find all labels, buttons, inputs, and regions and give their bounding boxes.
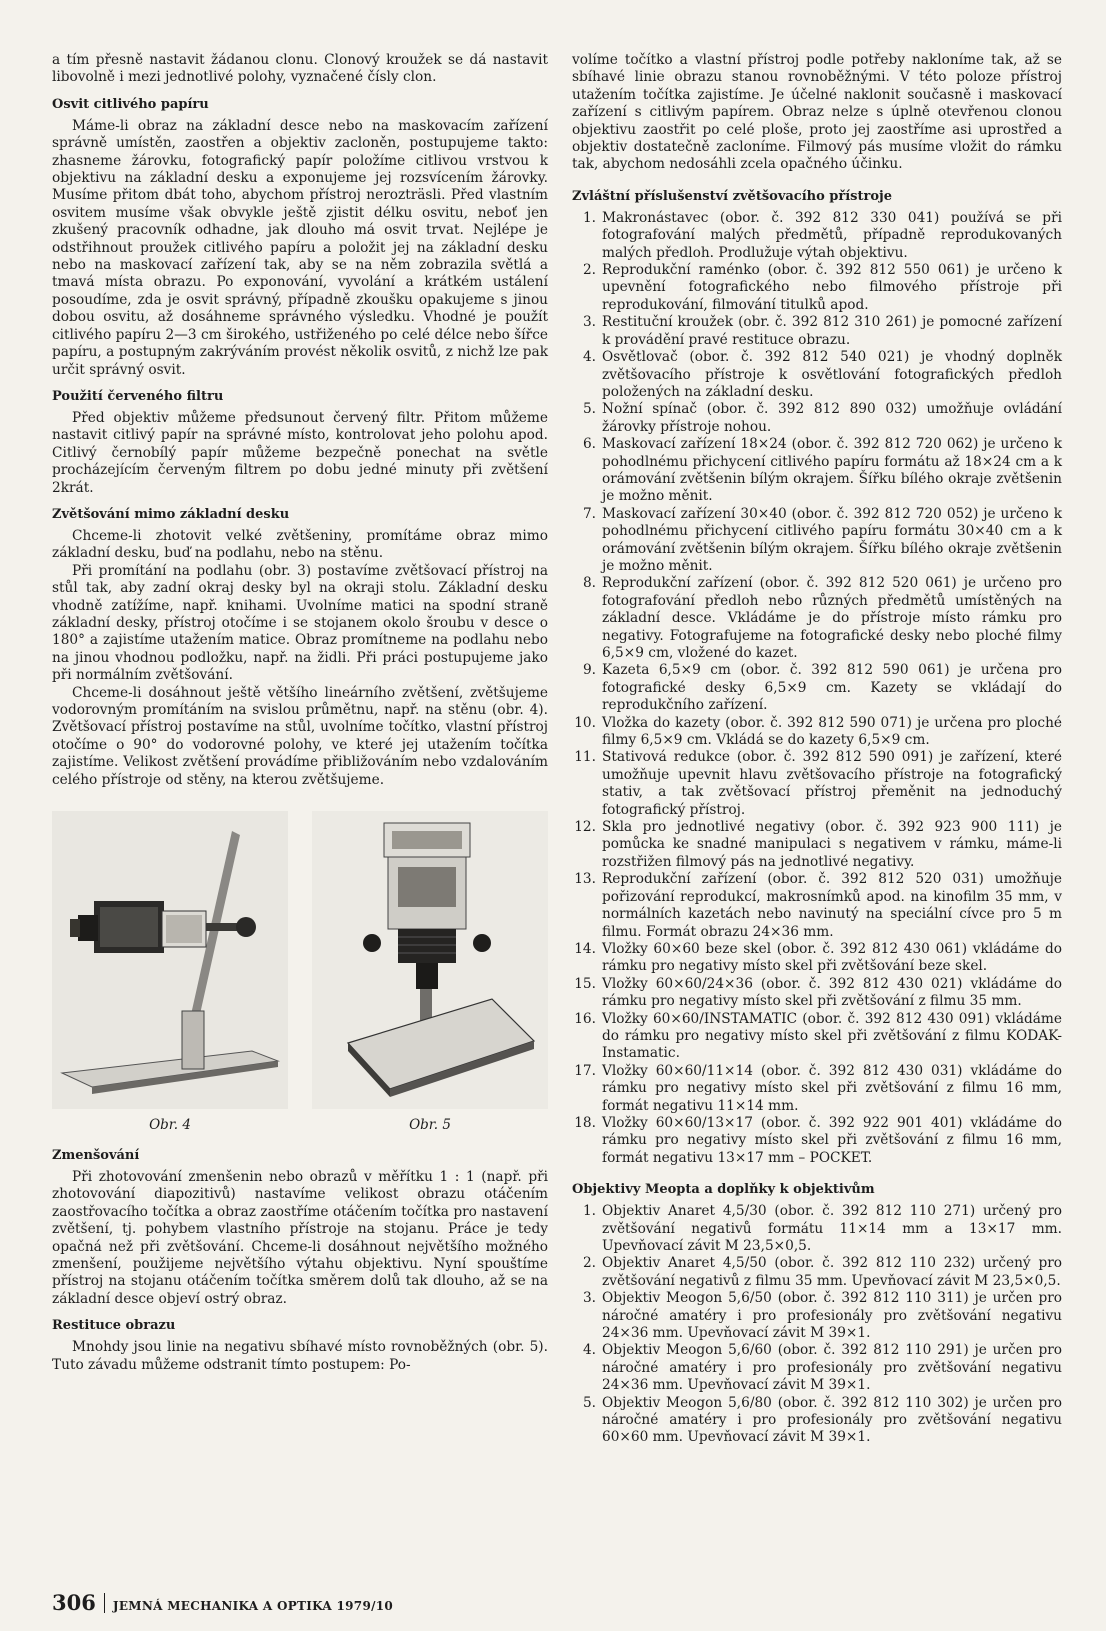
list-item: 16. Vložky 60×60/INSTAMATIC (obor. č. 392 812 430 091) vkládáme do rámku pro negativy místo skel při zvětšování z filmu KODAK-Instamatic. [574, 1010, 1062, 1062]
list-item: 5. Objektiv Meogon 5,6/80 (obor. č. 392 812 110 302) je určen pro náročné amatéry i pro profesionály pro zvětšování negativu 60×60 mm. Upevňovací závit M 39×1. [582, 1394, 1062, 1446]
list-item: 12. Skla pro jednotlivé negativy (obor. č. 392 923 900 111) je pomůcka ke snadné manipulaci s negativem v rámku, máme-li rozstřižen filmový pás na jednotlivé negativy. [574, 819, 1062, 870]
list-item: 4. Osvětlovač (obor. č. 392 812 540 021) je vhodný doplněk zvětšovacího přístroje k osvětlování fotografických předloh položených na základní desku. [582, 349, 1062, 400]
paragraph-zvetsovani-1: Chceme-li zhotovit velké zvětšeniny, promítáme obraz mimo základní desku, buď na podlahu, nebo na stěnu. [52, 527, 548, 562]
figure-5 [312, 811, 548, 1133]
figure-4-caption: Obr. 4 [149, 1117, 191, 1134]
right-intro-paragraph: volíme točítko a vlastní přístroj podle potřeby nakloníme tak, až se sbíhavé linie obrazu stanou rovnoběžnými. V této poloze přístroj utažením točítka zajistíme. Je účelné naklonit současně i maskovací zařízení s citlivým papírem. Obraz nelze s úplně otevřenou clonou objektivu zaostřit po celé ploše, proto jej zaostříme asi uprostřed a objektiv dostatečně zacloníme. Filmový pás musíme vložit do rámku tak, abychom nedosáhli zcela opačného účinku. [572, 52, 1062, 173]
list-item: 6. Maskovací zařízení 18×24 (obor. č. 392 812 720 062) je určeno k pohodlnému přichycení citlivého papíru formátu až 18×24 cm a k orámování zvětšenin bílým okrajem. Šířku bílého okraje zvětšenin je možno měnit. [582, 436, 1062, 505]
paragraph-osvit: Máme-li obraz na základní desce nebo na maskovacím zařízení správně umístěn, zaostřen a objektiv zacloněn, postupujeme takto: zhasneme žárovku, fotografický papír položíme citlivou vrstvou k objektivu na základní desku a exponujeme jej rozsvícením žárovky. Musíme přitom dbát toho, abychom přístroj nerozträsli. Před vlastním osvitem musíme však obvykle ještě zjistit délku osvitu, neboť jen zkušený pracovník odhadne, jak dlouho má osvit trvat. Nejlépe je odstřihnout proužek citlivého papíru a položit jej na základní desku nebo na maskovací zařízení tak, aby se na něm zobrazila světlá a tmavá místa obrazu. Po exponování, vyvolání a krátkém ustálení posoudíme, zda je osvit správný, případně zkoušku opakujeme s jinou dobou osvitu, až dosáhneme správného výsledku. Vhodné je použít citlivého papíru 2—3 cm širokého, ustřiženého po celé délce nebo šířce papíru, a postupným zakrýváním provést několik osvitů, z nichž lze pak určit správný osvit. [52, 117, 548, 378]
list-item: 3. Objektiv Meogon 5,6/50 (obor. č. 392 812 110 311) je určen pro náročné amatéry i pro profesionály pro zvětšování negativu 24×36 mm. Upevňovací závit M 39×1. [582, 1290, 1062, 1342]
heading-zvetsovani-mimo: Zvětšování mimo základní desku [52, 506, 290, 522]
list-item: 4. Objektiv Meogon 5,6/60 (obor. č. 392 812 110 291) je určen pro náročné amatéry i pro profesionály pro zvětšování negativu 24×36 mm. Upevňovací závit M 39×1. [582, 1342, 1062, 1394]
paragraph-restituce: Mnohdy jsou linie na negativu sbíhavé místo rovnoběžných (obr. 5). Tuto závadu můžeme odstranit tímto postupem: Po- [52, 1339, 548, 1373]
list-item: 2. Objektiv Anaret 4,5/50 (obor. č. 392 812 110 232) určený pro zvětšování negativů z filmu 35 mm. Upevňovací závit M 23,5×0,5. [582, 1255, 1062, 1289]
heading-cerveny-filtr: Použití červeného filtru [52, 388, 224, 404]
page-number: 306 [52, 1590, 96, 1615]
list-item: 17. Vložky 60×60/11×14 (obor. č. 392 812 430 031) vkládáme do rámku pro negativy místo skel při zvětšování z filmu 16 mm, formát negativu 11×14 mm. [574, 1062, 1062, 1114]
list-item: 7. Maskovací zařízení 30×40 (obor. č. 392 812 720 052) je určeno k pohodlnému přichycení citlivého papíru formátu 30×40 cm a k orámování zvětšenin bílým okrajem. Šířku bílého okraje zvětšenin je možno měnit. [582, 505, 1062, 574]
accessories-list [572, 210, 1062, 1167]
list-item: 11. Stativová redukce (obor. č. 392 812 590 091) je zařízení, které umožňuje upevnit hlavu zvětšovacího přístroje na fotografický stativ, a tak zvětšovací přístroj přeměnit na jednoduchý fotografický přístroj. [574, 749, 1062, 818]
list-item: 9. Kazeta 6,5×9 cm (obor. č. 392 812 590 061) je určena pro fotografické desky 6,5×9 cm. Kazety se vkládají do reprodukčního zařízení. [582, 662, 1062, 714]
figure-5-caption: Obr. 5 [409, 1117, 451, 1134]
figure-4 [52, 811, 288, 1133]
figures-row [52, 811, 548, 1133]
left-column [52, 52, 548, 1374]
paragraph-zvetsovani-2: Při promítání na podlahu (obr. 3) postavíme zvětšovací přístroj na stůl tak, aby zadní okraj desky byl na okraji stolu. Základní desku vhodně zatížíme, např. knihami. Uvolníme matici na spodní straně základní desky, přístroj otočíme i se stojanem okolo šroubu v desce o 180° a zajistíme utažením matice. Obraz promítneme na podlahu nebo na jinou vhodnou podložku, např. na židli. Při práci postupujeme jako při normálním zvětšování. [52, 562, 548, 684]
figure-5-image [312, 811, 548, 1109]
list-item: 1. Makronástavec (obor. č. 392 812 330 041) používá se při fotografování malých předmětů, případně reprodukovaných malých předloh. Prodlužuje výtah objektivu. [582, 209, 1062, 261]
heading-objektivy: Objektivy Meopta a doplňky k objektivům [572, 1182, 875, 1198]
list-item: 1. Objektiv Anaret 4,5/30 (obor. č. 392 812 110 271) určený pro zvětšování negativů formátu 11×14 mm a 13×17 mm. Upevňovací závit M 23,5×0,5. [582, 1203, 1062, 1254]
list-item: 18. Vložky 60×60/13×17 (obor. č. 392 922 901 401) vkládáme do rámku pro negativy místo skel při zvětšování z filmu 16 mm, formát negativu 13×17 mm – POCKET. [574, 1114, 1062, 1166]
page-footer [52, 1590, 393, 1615]
enlarger-horizontal-illustration [52, 811, 288, 1109]
heading-zmensovani: Zmenšování [52, 1148, 140, 1164]
list-item: 15. Vložky 60×60/24×36 (obor. č. 392 812 430 021) vkládáme do rámku pro negativy místo skel při zvětšování z filmu 35 mm. [574, 975, 1062, 1010]
list-item: 10. Vložka do kazety (obor. č. 392 812 590 071) je určena pro ploché filmy 6,5×9 cm. Vkládá se do kazety 6,5×9 cm. [574, 714, 1062, 749]
heading-restituce: Restituce obrazu [52, 1318, 176, 1334]
right-column [572, 52, 1062, 1447]
list-item: 8. Reprodukční zařízení (obor. č. 392 812 520 061) je určeno pro fotografování předloh nebo různých předmětů umístěných na základní desce. Vkládáme je do přístroje místo rámku pro negativy. Fotografujeme na fotografické desky nebo ploché filmy 6,5×9 cm, vložené do kazet. [582, 575, 1062, 661]
list-item: 14. Vložky 60×60 beze skel (obor. č. 392 812 430 061) vkládáme do rámku pro negativy místo skel při zvětšování beze skel. [574, 940, 1062, 975]
list-item: 3. Restituční kroužek (obr. č. 392 812 310 261) je pomocné zařízení k provádění pravé restituce obrazu. [582, 314, 1062, 348]
figure-4-image [52, 811, 288, 1109]
list-item: 5. Nožní spínač (obor. č. 392 812 890 032) umožňuje ovládání žárovky přístroje nohou. [582, 401, 1062, 435]
list-item: 2. Reprodukční raménko (obor. č. 392 812 550 061) je určeno k upevnění fotografického nebo filmového přístroje při reprodukování, filmování titulků apod. [582, 262, 1062, 313]
list-item: 13. Reprodukční zařízení (obor. č. 392 812 520 031) umožňuje pořizování reprodukcí, makrosnímků apod. na kinofilm 35 mm, v normálních kazetách nebo navinutý na speciální cívce pro 5 m filmu. Formát obrazu 24×36 mm. [574, 871, 1062, 940]
paragraph-cerveny-filtr: Před objektiv můžeme předsunout červený filtr. Přitom můžeme nastavit citlivý papír na správné místo, kontrolovat jeho polohu apod. Citlivý černobílý papír můžeme bezpečně ponechat na světle procházejícím červeným filtrem po dobu jedné minuty při zvětšení 2krát. [52, 409, 548, 496]
left-intro-paragraph: a tím přesně nastavit žádanou clonu. Clonový kroužek se dá nastavit libovolně i mezi jednotlivé polohy, vyznačené čísly clon. [52, 52, 548, 86]
footer-divider [104, 1593, 105, 1613]
heading-osvit: Osvit citlivého papíru [52, 96, 209, 112]
heading-prislusenstvi: Zvláštní příslušenství zvětšovacího přístroje [572, 188, 892, 204]
paragraph-zvetsovani-3: Chceme-li dosáhnout ještě většího lineárního zvětšení, zvětšujeme vodorovným promítáním na svislou průmětnu, např. na stěnu (obr. 4). Zvětšovací přístroj postavíme na stůl, uvolníme točítko, vlastní přístroj otočíme o 90° do vodorovné polohy, ve které jej utažením točítka zajistíme. Velikost zvětšení provádíme přibližováním nebo vzdalováním celého přístroje od stěny, na kterou zvětšujeme. [52, 684, 548, 788]
paragraph-zmensovani: Při zhotovování zmenšenin nebo obrazů v měřítku 1 : 1 (např. při zhotovování diapozitivů) nastavíme velikost obrazu otáčením zaostřovacího točítka a obraz zaostříme otáčením točítka pro nastavení zvětšení, tj. pohybem vlastního přístroje na stojanu. Práce je tedy opačná než při zvětšování. Chceme-li dosáhnout největšího možného zmenšení, použijeme největšího výtahu objektivu. Nyní spouštíme přístroj na stojanu otáčením točítka směrem dolů tak dlouho, až se na základní desce objeví ostrý obraz. [52, 1169, 548, 1307]
enlarger-tilted-illustration [312, 811, 548, 1109]
objectives-list [572, 1203, 1062, 1447]
journal-title: JEMNÁ MECHANIKA A OPTIKA 1979/10 [112, 1599, 394, 1613]
